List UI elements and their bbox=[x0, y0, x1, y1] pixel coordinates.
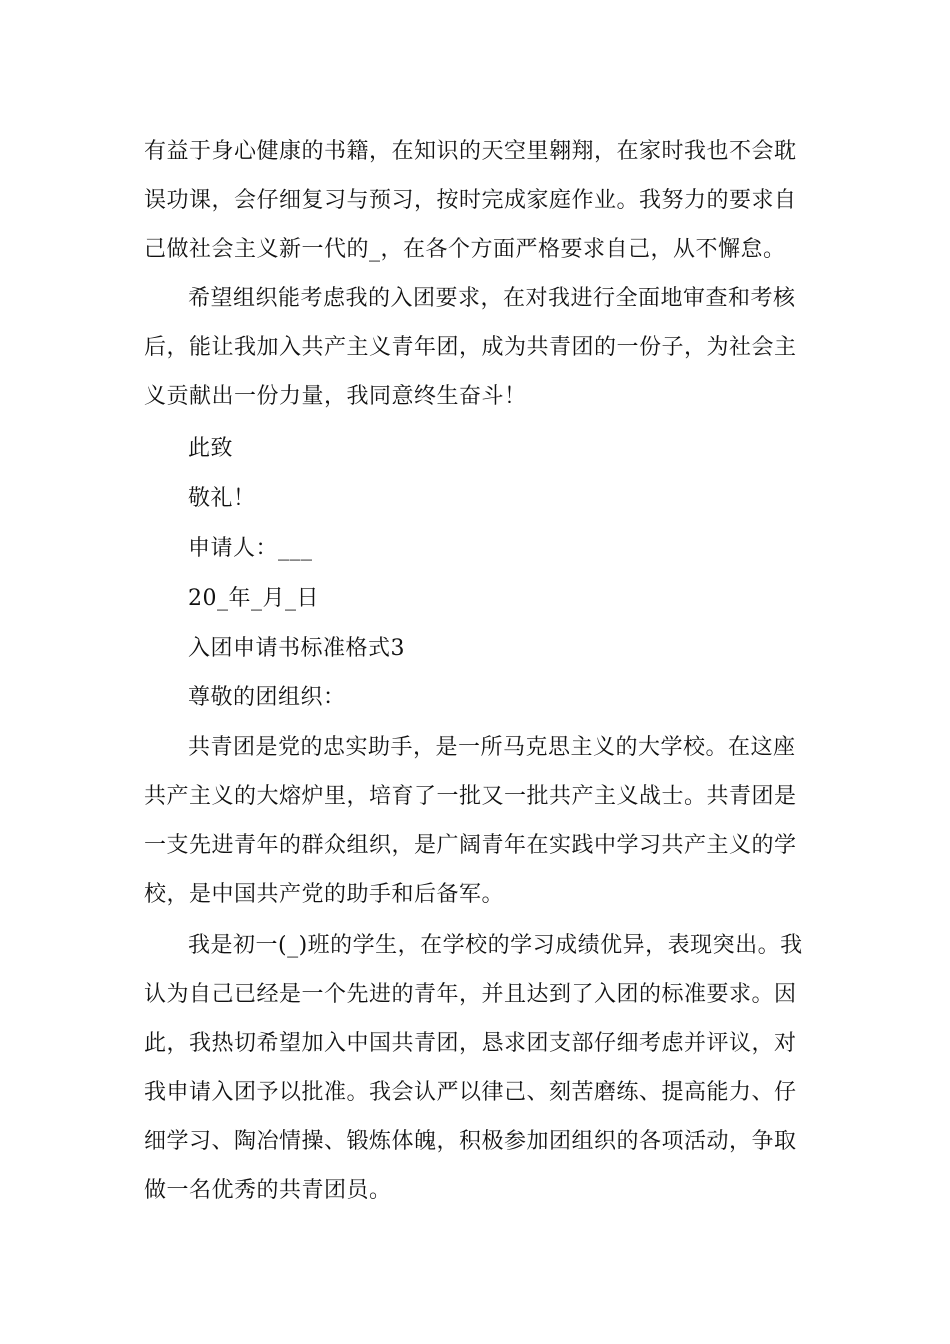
section-heading: 入团申请书标准格式3 bbox=[188, 636, 405, 661]
date-line: 20_年_月_日 bbox=[188, 586, 319, 611]
closing-salutation: 此致 bbox=[188, 436, 234, 461]
paragraph-continuation: 有益于身心健康的书籍，在知识的天空里翱翔，在家时我也不会耽误功课，会仔细复习与预习，按时完成家庭作业。我努力的要求自己做社会主义新一代的_，在各个方面严格要求自己，从不懈怠。 bbox=[144, 139, 797, 262]
paragraph-request: 希望组织能考虑我的入团要求，在对我进行全面地审查和考核后，能让我加入共产主义青年团，成为共青团的一份子，为社会主义贡献出一份力量，我同意终生奋斗！ bbox=[144, 286, 797, 409]
paragraph-self-intro: 我是初一(_)班的学生，在学校的学习成绩优异，表现突出。我认为自己已经是一个先进的青年，并且达到了入团的标准要求。因此，我热切希望加入中国共青团，恳求团支部仔细考虑并评议，对我申请入团予以批准。我会认严以律己、刻苦磨练、提高能力、仔细学习、陶冶情操、锻炼体魄，积极参加团组织的各项活动，争取做一名优秀的共青团员。 bbox=[144, 933, 803, 1203]
closing-regards: 敬礼！ bbox=[188, 486, 256, 511]
paragraph-league-intro: 共青团是党的忠实助手，是一所马克思主义的大学校。在这座共产主义的大熔炉里，培育了一批又一批共产主义战士。共青团是一支先进青年的群众组织，是广阔青年在实践中学习共产主义的学校，是中国共产党的助手和后备军。 bbox=[144, 735, 797, 907]
greeting: 尊敬的团组织： bbox=[188, 685, 346, 710]
applicant-signature: 申请人：___ bbox=[188, 536, 313, 561]
